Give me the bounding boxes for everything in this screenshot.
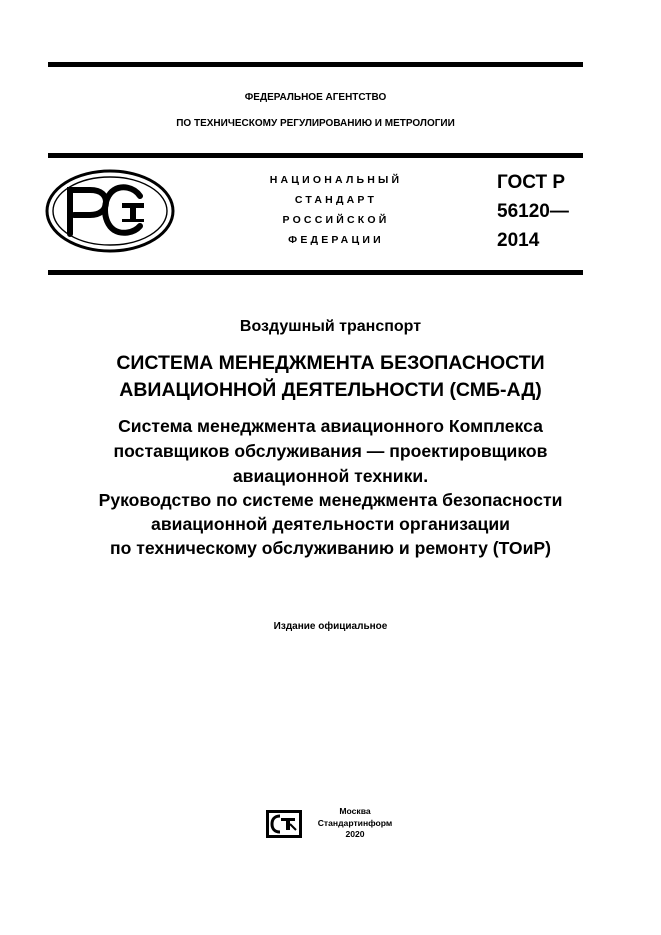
header-rule — [48, 153, 583, 158]
publisher-block — [305, 806, 405, 841]
description-line-1: Система менеджмента авиационного Комплекса — [118, 416, 543, 436]
standartinform-logo-icon — [266, 810, 302, 843]
designation-line-2: 56120— — [497, 201, 569, 222]
national-standard-line-4: ФЕДЕРАЦИИ — [288, 234, 384, 246]
designation-line-3: 2014 — [497, 230, 540, 251]
separator-rule — [48, 270, 583, 275]
description-line-2: поставщиков обслуживания — проектировщиков — [113, 441, 548, 461]
description-line-5: авиационной деятельности организации — [151, 514, 510, 534]
national-standard-line-3: РОССИЙСКОЙ — [282, 214, 390, 226]
national-standard-line-2: СТАНДАРТ — [294, 194, 378, 206]
agency-line-2: ПО ТЕХНИЧЕСКОМУ РЕГУЛИРОВАНИЮ И МЕТРОЛОГИИ — [176, 118, 455, 129]
standard-designation — [497, 168, 569, 255]
description-line-6: по техническому обслуживанию и ремонту (ТОиР) — [109, 538, 552, 558]
publisher-year: 2020 — [345, 829, 365, 839]
national-standard-line-1: НАЦИОНАЛЬНЫЙ — [269, 174, 403, 186]
publisher-city: Москва — [339, 806, 371, 816]
agency-line-1: ФЕДЕРАЛЬНОЕ АГЕНТСТВО — [244, 92, 387, 103]
publisher-name: Стандартинформ — [317, 817, 393, 828]
gost-r-logo-icon — [44, 168, 176, 259]
designation-line-1: ГОСТ Р — [497, 172, 566, 193]
subject-title: Воздушный транспорт — [239, 318, 422, 335]
edition-label: Издание официальное — [273, 621, 388, 632]
description-line-3: авиационной техники. — [232, 466, 429, 486]
description-line-4: Руководство по системе менеджмента безопасности — [98, 490, 563, 510]
top-rule — [48, 62, 583, 67]
main-title-line-2: АВИАЦИОННОЙ ДЕЯТЕЛЬНОСТИ (СМБ-АД) — [119, 379, 542, 401]
main-title-line-1: СИСТЕМА МЕНЕДЖМЕНТА БЕЗОПАСНОСТИ — [116, 352, 545, 374]
